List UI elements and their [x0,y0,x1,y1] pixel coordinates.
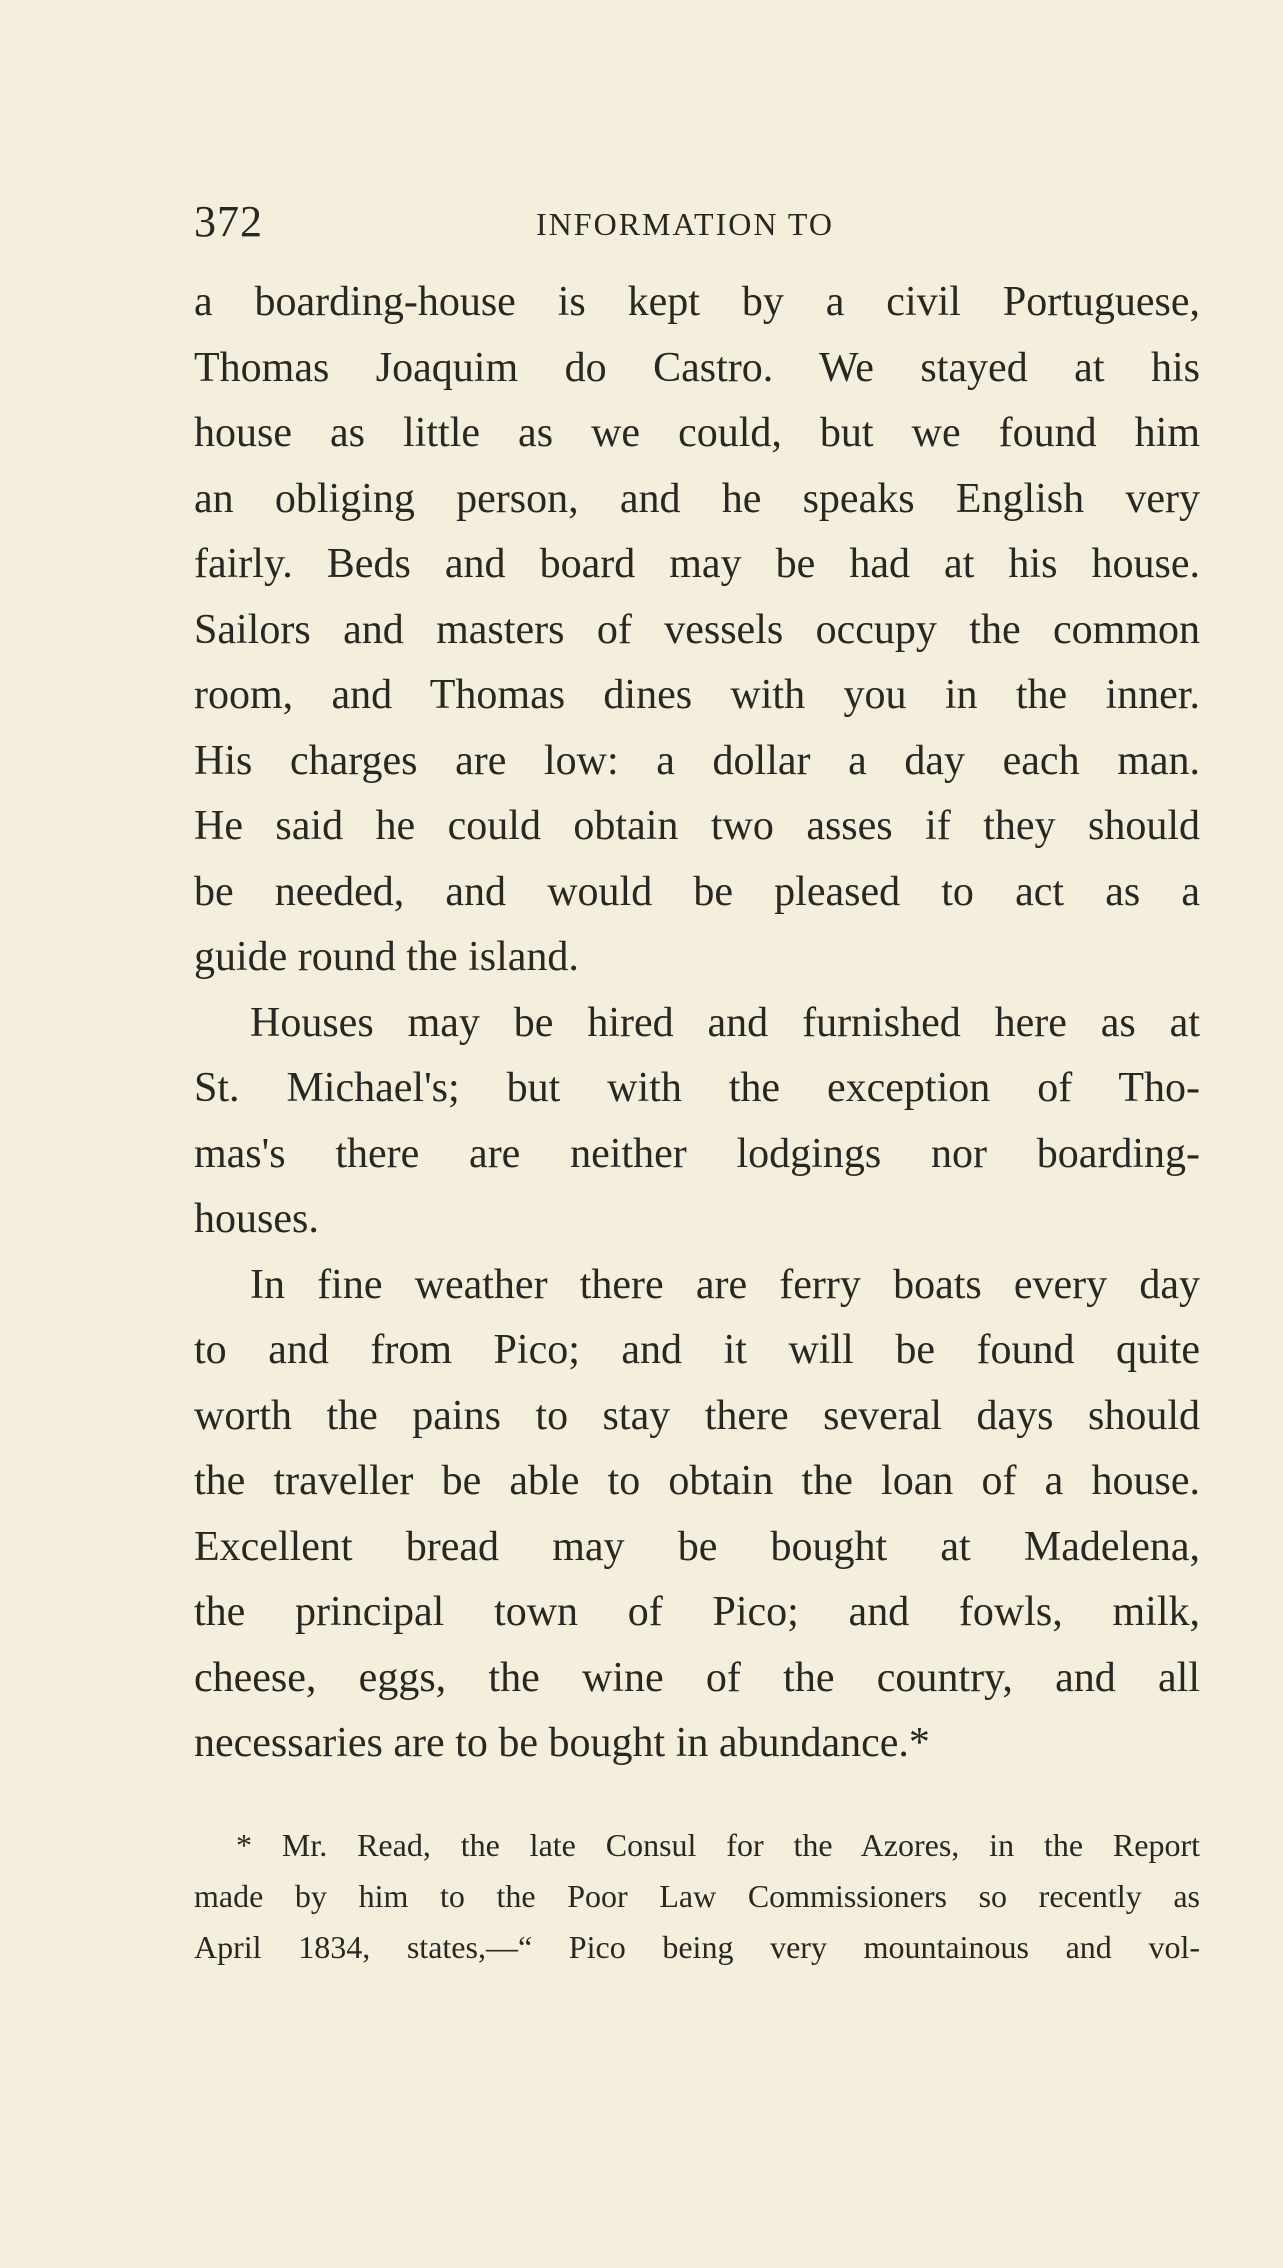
paragraph-start-line: Houses may be hired and furnished here as at [250,999,1200,1046]
footnote-line: * Mr. Read, the late Consul for the Azores, in the Report [236,1827,1200,1863]
text-line: worth the pains to stay there several days should [194,1392,1200,1439]
text-line: fairly. Beds and board may be had at his house. [194,541,1200,587]
page-number: 372 [194,197,263,246]
footnote [194,1820,1200,1973]
text-line: the traveller be able to obtain the loan of a house. [194,1458,1200,1504]
text-line: His charges are low: a dollar a day each man. [194,737,1200,784]
page-header [194,196,1194,256]
text-line: room, and Thomas dines with you in the inner. [194,672,1200,718]
text-line: necessaries are to be bought in abundance.* [194,1720,930,1766]
footnote-line: April 1834, states,—“ Pico being very mountainous and vol- [194,1929,1200,1965]
text-line: an obliging person, and he speaks English very [194,475,1200,522]
body-text [194,270,1200,1777]
text-line: a boarding-house is kept by a civil Portuguese, [194,279,1200,325]
text-line: house as little as we could, but we found him [194,410,1200,456]
text-line: guide round the island. [194,934,579,980]
text-line: cheese, eggs, the wine of the country, and all [194,1654,1200,1701]
text-line: the principal town of Pico; and fowls, milk, [194,1589,1200,1635]
text-line: Excellent bread may be bought at Madelena, [194,1523,1200,1570]
text-line: to and from Pico; and it will be found quite [194,1327,1200,1373]
paragraph-start-line: In fine weather there are ferry boats every day [250,1261,1200,1308]
text-line: be needed, and would be pleased to act as a [194,868,1200,915]
text-line: He said he could obtain two asses if they should [194,803,1200,849]
running-head: INFORMATION TO [536,206,834,242]
footnote-line: made by him to the Poor Law Commissioners so recently as [194,1878,1200,1914]
text-line: mas's there are neither lodgings nor boarding- [194,1130,1200,1177]
text-line: Sailors and masters of vessels occupy the common [194,606,1200,653]
text-line: St. Michael's; but with the exception of Tho- [194,1065,1200,1111]
text-line: houses. [194,1196,319,1242]
text-line: Thomas Joaquim do Castro. We stayed at his [194,344,1200,391]
